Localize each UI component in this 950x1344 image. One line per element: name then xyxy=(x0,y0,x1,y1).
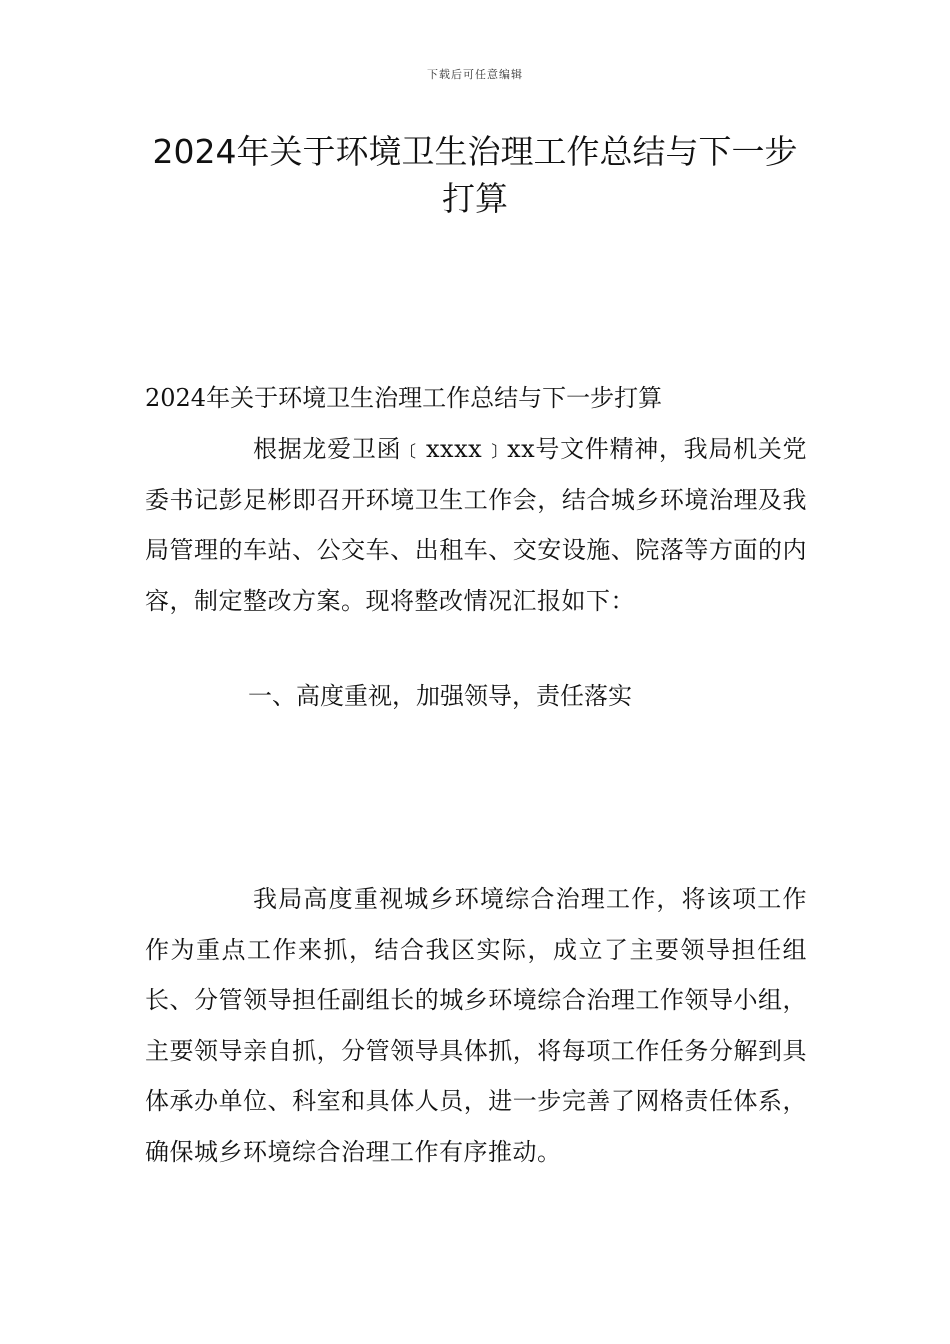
section-heading-1: 一、高度重视，加强领导，责任落实 xyxy=(248,682,632,710)
paragraph-section-1: 我局高度重视城乡环境综合治理工作，将该项工作作为重点工作来抓，结合我区实际，成立了主要领导担任组长、分管领导担任副组长的城乡环境综合治理工作领导小组，主要领导亲自抓，分管领导具体抓，将每项工作任务分解到具体承办单位、科室和具体人员，进一步完善了网格责任体系，确保城乡环境综合治理工作有序推动。 xyxy=(145,885,807,1166)
paragraph-intro: 根据龙爱卫函﹝xxxx﹞xx号文件精神，我局机关党委书记彭足彬即召开环境卫生工作会，结合城乡环境治理及我局管理的车站、公交车、出租车、交安设施、院落等方面的内容，制定整改方案。现将整改情况汇报如下： xyxy=(145,435,807,615)
document-title: 2024年关于环境卫生治理工作总结与下一步打算 xyxy=(152,132,798,218)
document-subtitle: 2024年关于环境卫生治理工作总结与下一步打算 xyxy=(145,384,663,412)
header-note: 下载后可任意编辑 xyxy=(427,68,523,81)
